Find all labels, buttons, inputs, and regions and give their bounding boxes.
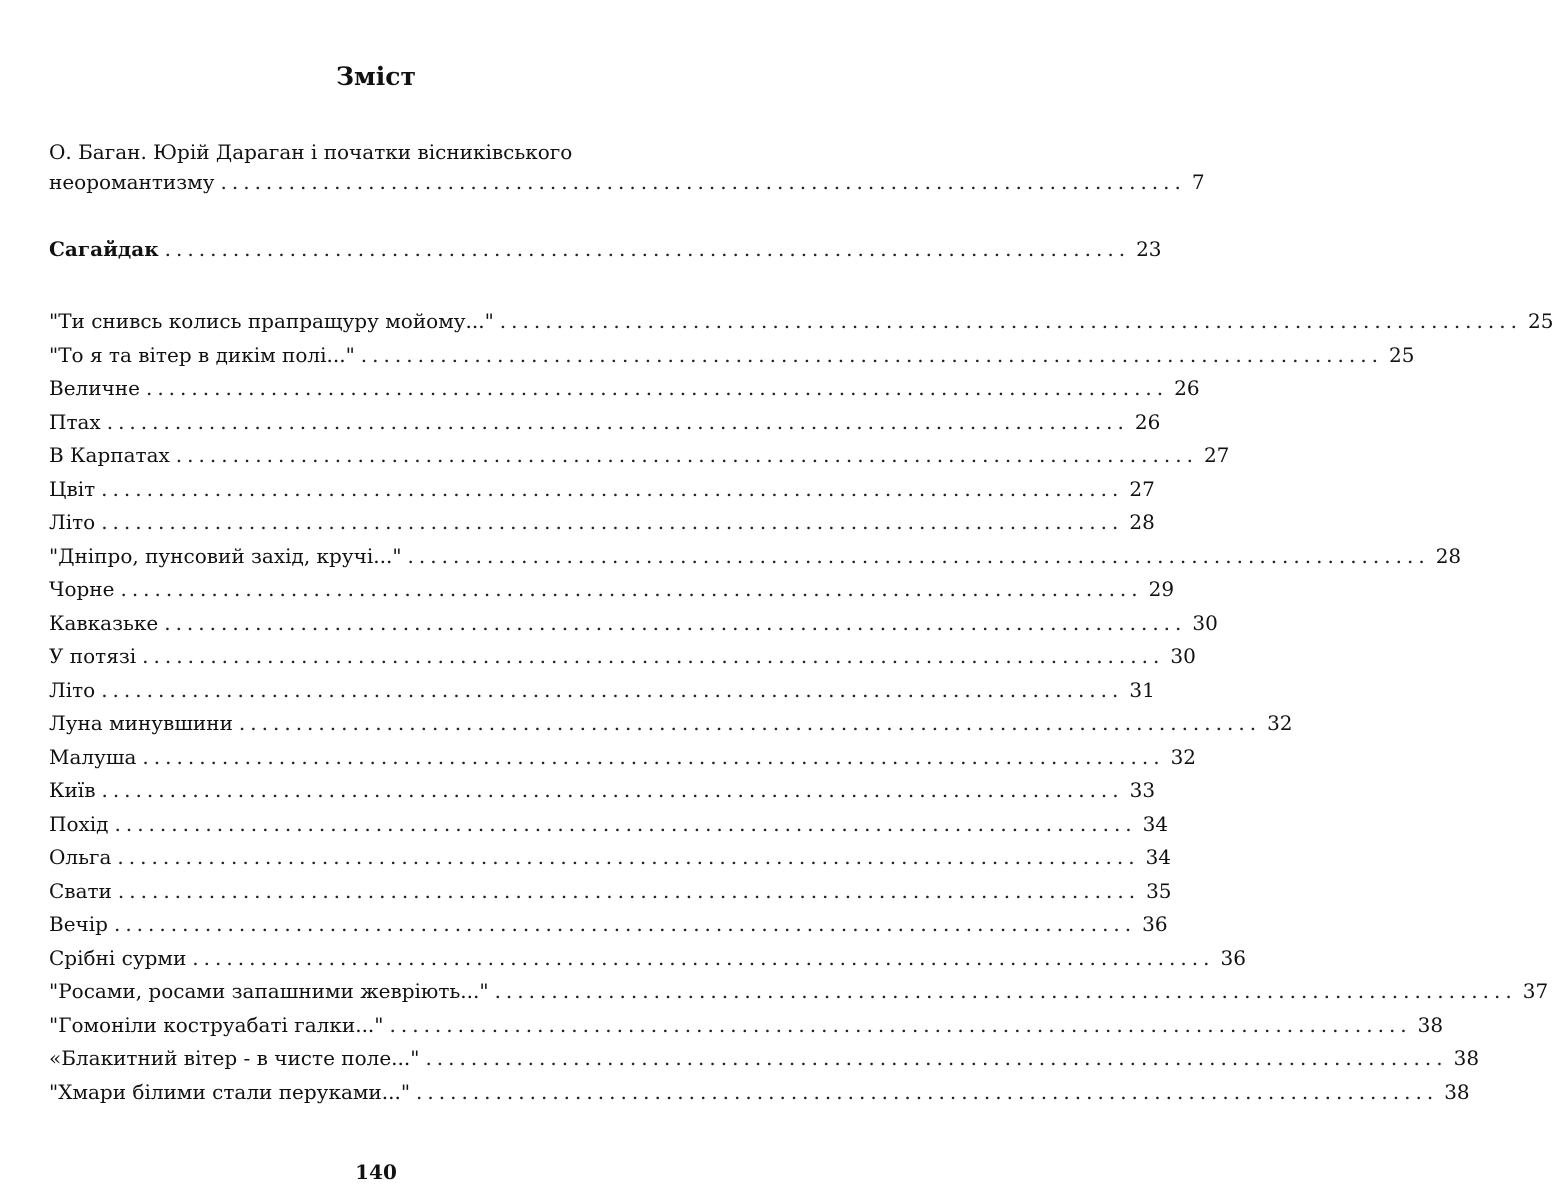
toc-entry-intro (49, 169, 1205, 195)
dot-leader: .......................................................................................... (120, 577, 1143, 601)
dot-leader: .......................................................................................... (499, 309, 1522, 333)
toc-entry-page: 28 (1435, 544, 1462, 568)
toc-section-page: 23 (1136, 237, 1162, 261)
toc-entry-label: В Карпатах (49, 443, 170, 467)
toc-entry-page: 27 (1129, 477, 1155, 501)
toc-entry-page: 36 (1142, 912, 1168, 936)
toc-entry-page: 30 (1170, 644, 1196, 668)
dot-leader: .......................................................................................... (145, 376, 1169, 400)
toc-entry (49, 543, 1462, 569)
toc-entry-page: 32 (1170, 745, 1197, 769)
toc-entry (49, 677, 1155, 703)
dot-leader: .......................................................................................... (101, 510, 1124, 534)
toc-entry (49, 610, 1218, 636)
dot-leader: .......................................................................................... (360, 343, 1383, 367)
toc-entry (49, 911, 1168, 937)
toc-entry-page: 26 (1134, 410, 1161, 434)
dot-leader: .......................................................................................... (101, 778, 1124, 802)
toc-section-label: Сагайдак (49, 237, 159, 261)
toc-entry-page: 34 (1145, 845, 1172, 869)
dot-leader: .......................................................................................... (389, 1013, 1412, 1037)
toc-entry-page: 33 (1129, 778, 1156, 802)
toc-entry-page: 35 (1146, 879, 1172, 903)
toc-entry-label: "Дніпро, пунсовий захід, кручі..." (49, 544, 402, 568)
toc-entry-page: 26 (1174, 376, 1200, 400)
toc-entry-label: Свати (49, 879, 112, 903)
toc-entry-label: Літо (49, 678, 96, 702)
toc-entry (49, 777, 1156, 803)
toc-entry (49, 744, 1197, 770)
toc-entry-label: Чорне (49, 577, 115, 601)
toc-entry-label: Цвіт (49, 477, 96, 501)
toc-entry-page: 36 (1220, 946, 1246, 970)
toc-entry-label: Похід (49, 812, 109, 836)
dot-leader: .......................................................................................... (113, 912, 1137, 936)
dot-leader: ..................................................................................... (164, 237, 1131, 261)
dot-leader: .......................................................................................... (106, 410, 1129, 434)
toc-entry-label: Літо (49, 510, 96, 534)
toc-entry (49, 576, 1175, 602)
toc-entry (49, 308, 1553, 334)
dot-leader: .......................................................................................... (142, 644, 1165, 668)
dot-leader: .......................................................................................... (101, 477, 1124, 501)
toc-entry (49, 409, 1161, 435)
toc-entry-page: 38 (1417, 1013, 1444, 1037)
toc-entry (49, 375, 1200, 401)
toc-entry-page: 7 (1191, 170, 1205, 194)
dot-leader: .......................................................................................... (238, 711, 1262, 735)
toc-entry-label: Кавказьке (49, 611, 159, 635)
toc-entry (49, 710, 1293, 736)
toc-entry-page: 28 (1129, 510, 1155, 534)
toc-entry (49, 1079, 1470, 1105)
dot-leader: .......................................................................................... (425, 1046, 1448, 1070)
toc-entry-page: 27 (1203, 443, 1230, 467)
dot-leader: .......................................................................................... (117, 845, 1140, 869)
toc-entry-page: 31 (1129, 678, 1155, 702)
toc-entry-label: неоромантизму (49, 170, 215, 194)
dot-leader: .......................................................................................... (192, 946, 1215, 970)
toc-entry (49, 978, 1549, 1004)
toc-entry-label: Луна минувшини (49, 711, 233, 735)
toc-entry-page: 38 (1444, 1080, 1470, 1104)
toc-entry-label: Вечір (49, 912, 108, 936)
dot-leader: .......................................................................................... (416, 1080, 1439, 1104)
toc-section-sahaidak (49, 236, 1162, 262)
toc-entry (49, 442, 1230, 468)
toc-entry-label: Ольга (49, 845, 112, 869)
toc-entry-label: Київ (49, 778, 96, 802)
toc-entry-label: Срібні сурми (49, 946, 187, 970)
toc-entry (49, 1012, 1444, 1038)
toc-entry (49, 342, 1415, 368)
toc-entry-page: 25 (1527, 309, 1553, 333)
toc-entry-label: «Блакитний вітер - в чисте поле..." (49, 1046, 420, 1070)
toc-entry-label: "Гомоніли коструабаті галки..." (49, 1013, 384, 1037)
dot-leader: .......................................................................................... (117, 879, 1141, 903)
toc-entry-page: 38 (1453, 1046, 1480, 1070)
toc-entry (49, 476, 1155, 502)
toc-entry-page: 25 (1388, 343, 1415, 367)
toc-entry (49, 1045, 1480, 1071)
dot-leader: .......................................................................................... (101, 678, 1124, 702)
toc-entry (49, 945, 1246, 971)
toc-entry-label: "Ти снивсь колись прапращуру мойому..." (49, 309, 494, 333)
toc-entry (49, 643, 1196, 669)
toc-entry-page: 29 (1148, 577, 1175, 601)
toc-entry-page: 37 (1522, 979, 1549, 1003)
toc-entry (49, 509, 1155, 535)
toc-entry-page: 30 (1192, 611, 1218, 635)
dot-leader: ..................................................................................... (220, 170, 1186, 194)
dot-leader: .......................................................................................... (175, 443, 1198, 467)
toc-entry-label: "Росами, росами запашними жевріють..." (49, 979, 489, 1003)
toc-entry-page: 32 (1267, 711, 1293, 735)
toc-entry (49, 811, 1169, 837)
toc-entry (49, 878, 1172, 904)
page-number: 140 (355, 1160, 397, 1184)
toc-entry-page: 34 (1142, 812, 1169, 836)
toc-entry-label: У потязі (49, 644, 137, 668)
dot-leader: .......................................................................................... (494, 979, 1517, 1003)
toc-entry (49, 844, 1172, 870)
intro-title-line1: О. Баган. Юрій Дараган і початки вісниківського (49, 140, 573, 164)
toc-entry-label: "То я та вітер в дикім полі..." (49, 343, 355, 367)
toc-entry-label: Малуша (49, 745, 137, 769)
dot-leader: .......................................................................................... (114, 812, 1137, 836)
toc-entry-label: "Хмари білими стали перуками..." (49, 1080, 411, 1104)
dot-leader: .......................................................................................... (142, 745, 1165, 769)
dot-leader: .......................................................................................... (407, 544, 1430, 568)
dot-leader: .......................................................................................... (164, 611, 1187, 635)
toc-entry-label: Величне (49, 376, 140, 400)
toc-entry-label: Птах (49, 410, 101, 434)
page-title: Зміст (336, 62, 416, 91)
